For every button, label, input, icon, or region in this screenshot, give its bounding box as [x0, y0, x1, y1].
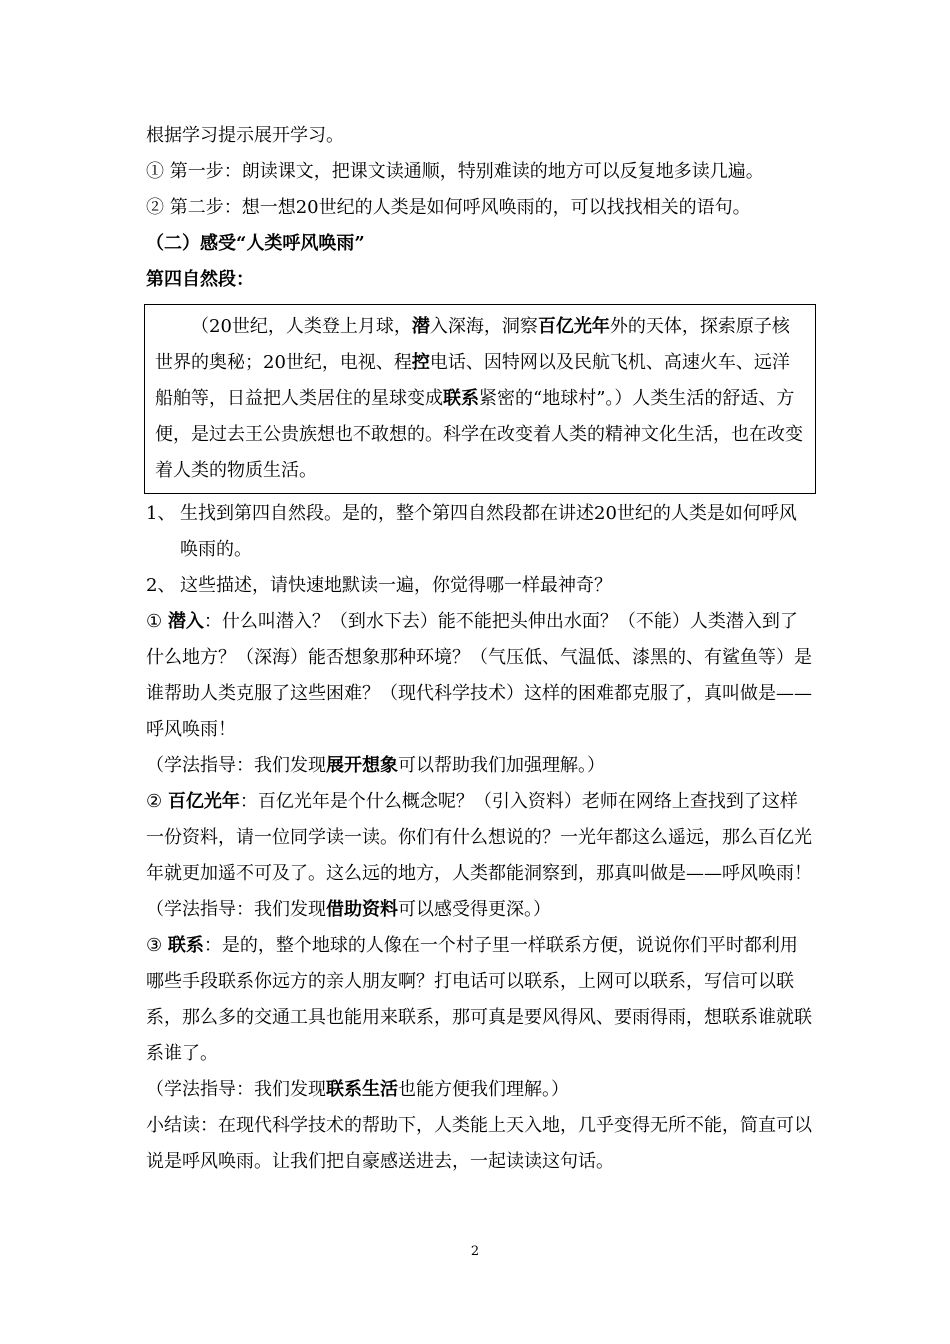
item-text: 这些描述，请快速地默读一遍，你觉得哪一样最神奇？	[180, 575, 612, 596]
quoted-paragraph-box	[144, 304, 816, 494]
summary-reading: 小结读：在现代科学技术的帮助下，人类能上天入地，几乎变得无所不能，简直可以说是呼风唤雨。让我们把自豪感送进去，一起读读这句话。	[146, 1115, 812, 1172]
point-light-years	[146, 784, 814, 892]
method-guide	[146, 892, 814, 928]
guide-text: （学法指导：我们发现	[146, 899, 326, 920]
quote-keyword: 联系	[443, 388, 479, 409]
method-guide	[146, 1072, 814, 1108]
paragraph-heading: 第四自然段：	[146, 269, 254, 290]
point-text: ：什么叫潜入？（到水下去）能不能把头伸出水面？（不能）人类潜入到了什么地方？（深海）能否想象那种环境？（气压低、气温低、漆黑的、有鲨鱼等）是谁帮助人类克服了这些困难？（现代科学技术）这样的困难都克服了，真叫做是——呼风唤雨！	[146, 611, 812, 740]
step-one-line: ① 第一步：朗读课文，把课文读通顺，特别难读的地方可以反复地多读几遍。	[146, 161, 764, 182]
page-number: 2	[470, 1244, 480, 1259]
step-two-line: ② 第二步：想一想20世纪的人类是如何呼风唤雨的，可以找找相关的语句。	[146, 197, 751, 218]
point-connection	[146, 928, 814, 1072]
point-text: ：是的，整个地球的人像在一个村子里一样联系方便，说说你们平时都利用哪些手段联系你远方的亲人朋友啊？打电话可以联系，上网可以联系，写信可以联系，那么多的交通工具也能用来联系，那可真是要风得风、要雨得雨，想联系谁就联系谁了。	[146, 935, 812, 1064]
point-marker: ③	[146, 935, 163, 956]
point-marker: ①	[146, 611, 163, 632]
quote-text: 紧密的“地球村”。）人类生活的舒适、方便，是过去王公贵族想也不敢想的。科学在改变着人类的精神文化生活，也在改变着人类的物质生活。	[155, 388, 803, 481]
guide-text: 可以帮助我们加强理解。）	[398, 755, 605, 776]
quote-text: （20世纪，人类登上月球，	[191, 316, 412, 337]
guide-keyword: 联系生活	[326, 1079, 398, 1100]
guide-text: （学法指导：我们发现	[146, 755, 326, 776]
item-number: 1、	[146, 503, 176, 524]
guide-text: （学法指导：我们发现	[146, 1079, 326, 1100]
point-term: 百亿光年	[167, 791, 240, 812]
quote-text: 电话、因特网以及民航飞机、高速火车、远洋船舶等，日益把人类居住的星球变成	[155, 352, 790, 409]
quoted-paragraph	[155, 309, 805, 489]
point-dive	[146, 604, 814, 748]
point-marker: ②	[146, 791, 163, 812]
guide-keyword: 展开想象	[326, 755, 398, 776]
quote-text: 入深海，洞察	[429, 316, 538, 337]
quote-keyword: 百亿光年	[537, 316, 610, 337]
item-number: 2、	[146, 575, 176, 596]
method-guide	[146, 748, 814, 784]
point-text: ：百亿光年是个什么概念呢？（引入资料）老师在网络上查找到了这样一份资料，请一位同学读一读。你们有什么想说的？一光年都这么遥远，那么百亿光年就更加遥不可及了。这么远的地方，人类都能洞察到，那真叫做是——呼风唤雨！	[146, 791, 812, 884]
intro-line: 根据学习提示展开学习。	[146, 125, 344, 146]
section-heading: （二）感受“人类呼风唤雨”	[146, 233, 365, 254]
quote-keyword: 控	[411, 352, 430, 373]
guide-text: 也能方便我们理解。）	[398, 1079, 569, 1100]
numbered-item-1	[146, 496, 814, 568]
point-term: 潜入	[167, 611, 204, 632]
guide-text: 可以感受得更深。）	[398, 899, 551, 920]
point-term: 联系	[167, 935, 204, 956]
quote-keyword: 潜	[411, 316, 430, 337]
numbered-item-2	[146, 568, 814, 604]
quote-text: 外的天体，探索原子核世界的奥秘；20世纪，电视、程	[155, 316, 790, 373]
page-content	[146, 118, 814, 1180]
guide-keyword: 借助资料	[326, 899, 398, 920]
item-text: 生找到第四自然段。是的，整个第四自然段都在讲述20世纪的人类是如何呼风唤雨的。	[180, 503, 797, 560]
